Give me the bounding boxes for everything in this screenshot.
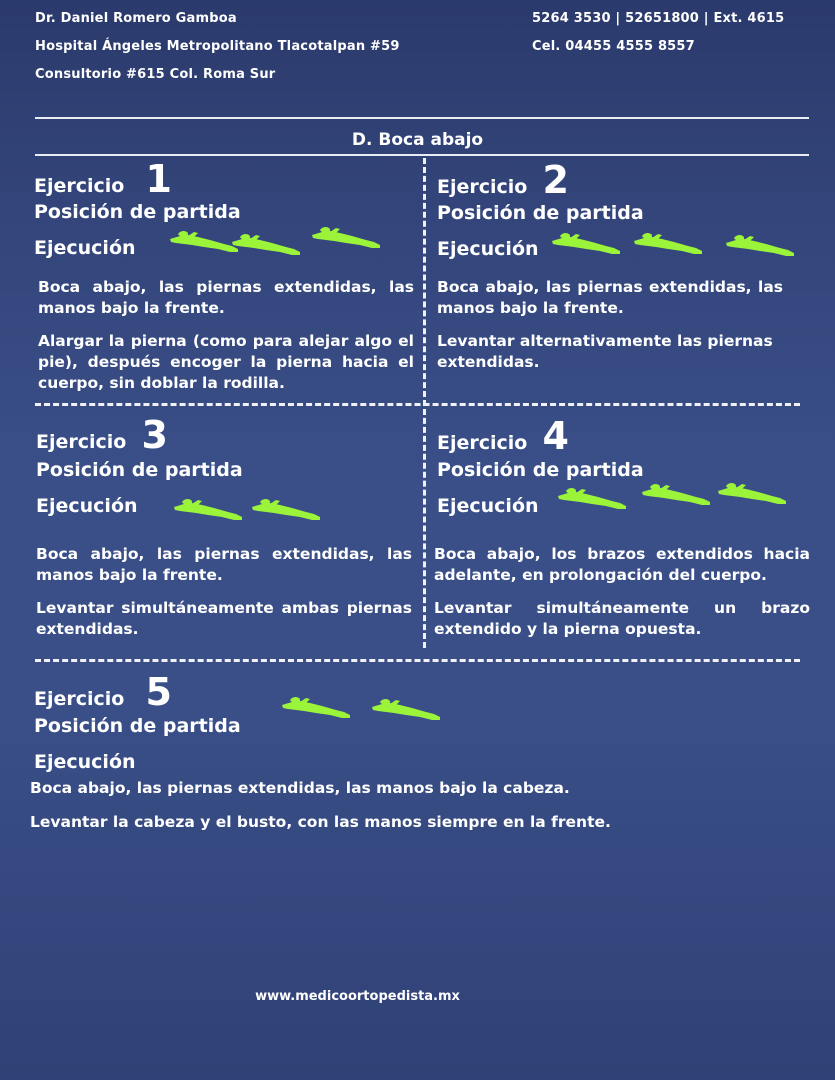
exercise-start-text: Boca abajo, los brazos extendidos hacia adelante, en prolongación del cuerpo. xyxy=(434,545,810,584)
exercise-execution-text: Levantar simultáneamente ambas piernas extendidas. xyxy=(36,599,412,638)
execution-label: Ejecución xyxy=(437,495,539,517)
prone-person-figure-icon xyxy=(550,232,622,258)
exercise-start-text: Boca abajo, las piernas extendidas, las manos bajo la cabeza. xyxy=(30,779,570,797)
prone-person-figure-icon xyxy=(250,498,322,524)
exercise-label: Ejercicio xyxy=(437,432,528,454)
prone-person-figure-icon xyxy=(640,483,712,509)
exercise-execution-text: Levantar alternativamente las piernas extendidas. xyxy=(437,332,773,371)
header-rule xyxy=(35,117,809,119)
start-position-label: Posición de partida xyxy=(437,202,644,224)
exercise-4 xyxy=(437,414,569,458)
exercise-start-text: Boca abajo, las piernas extendidas, las manos bajo la frente. xyxy=(437,278,783,317)
exercise-2 xyxy=(437,158,569,202)
exercise-1 xyxy=(34,157,172,201)
exercise-label: Ejercicio xyxy=(437,176,528,198)
exercise-label: Ejercicio xyxy=(34,175,125,197)
execution-label: Ejecución xyxy=(36,495,138,517)
prone-person-figure-icon xyxy=(280,696,352,722)
prone-person-figure-icon xyxy=(556,487,628,513)
exercise-execution-text: Levantar simultáneamente un brazo extendido y la pierna opuesta. xyxy=(434,599,810,638)
office-address: Consultorio #615 Col. Roma Sur xyxy=(35,67,276,82)
row-divider-2 xyxy=(35,659,800,662)
exercise-start-text: Boca abajo, las piernas extendidas, las manos bajo la frente. xyxy=(36,545,412,584)
prone-person-figure-icon xyxy=(310,226,382,252)
cell-number: Cel. 04455 4555 8557 xyxy=(532,39,695,54)
exercise-5 xyxy=(34,670,172,714)
execution-label: Ejecución xyxy=(34,237,136,259)
execution-label: Ejecución xyxy=(34,751,136,773)
exercise-number: 3 xyxy=(141,413,168,457)
row-divider-1 xyxy=(35,403,800,406)
exercise-number: 5 xyxy=(145,670,172,714)
exercise-number: 4 xyxy=(542,414,569,458)
exercise-label: Ejercicio xyxy=(36,431,127,453)
exercise-execution-text: Alargar la pierna (como para alejar algo el pie), después encoger la pierna hacia el cuerpo, sin doblar la rodilla. xyxy=(38,332,414,392)
doctor-name: Dr. Daniel Romero Gamboa xyxy=(35,11,237,26)
prone-person-figure-icon xyxy=(172,498,244,524)
prone-person-figure-icon xyxy=(724,234,796,260)
start-position-label: Posición de partida xyxy=(437,459,644,481)
phone-numbers: 5264 3530 | 52651800 | Ext. 4615 xyxy=(532,11,785,26)
start-position-label: Posición de partida xyxy=(36,459,243,481)
execution-label: Ejecución xyxy=(437,238,539,260)
prone-person-figure-icon xyxy=(716,482,788,508)
title-rule xyxy=(35,154,809,156)
prone-person-figure-icon xyxy=(230,233,302,259)
exercise-number: 1 xyxy=(145,157,172,201)
exercise-label: Ejercicio xyxy=(34,688,125,710)
footer xyxy=(0,989,835,1004)
section-title: D. Boca abajo xyxy=(351,130,484,150)
prone-person-figure-icon xyxy=(632,232,704,258)
hospital-name: Hospital Ángeles Metropolitano Tlacotalpan #59 xyxy=(35,39,400,54)
exercise-3 xyxy=(36,413,168,457)
exercise-number: 2 xyxy=(542,158,569,202)
prone-person-figure-icon xyxy=(370,698,442,724)
exercise-start-text: Boca abajo, las piernas extendidas, las manos bajo la frente. xyxy=(38,278,414,317)
exercise-execution-text: Levantar la cabeza y el busto, con las manos siempre en la frente. xyxy=(30,813,611,831)
start-position-label: Posición de partida xyxy=(34,715,241,737)
start-position-label: Posición de partida xyxy=(34,201,241,223)
website-url: www.medicoortopedista.mx xyxy=(255,989,460,1004)
